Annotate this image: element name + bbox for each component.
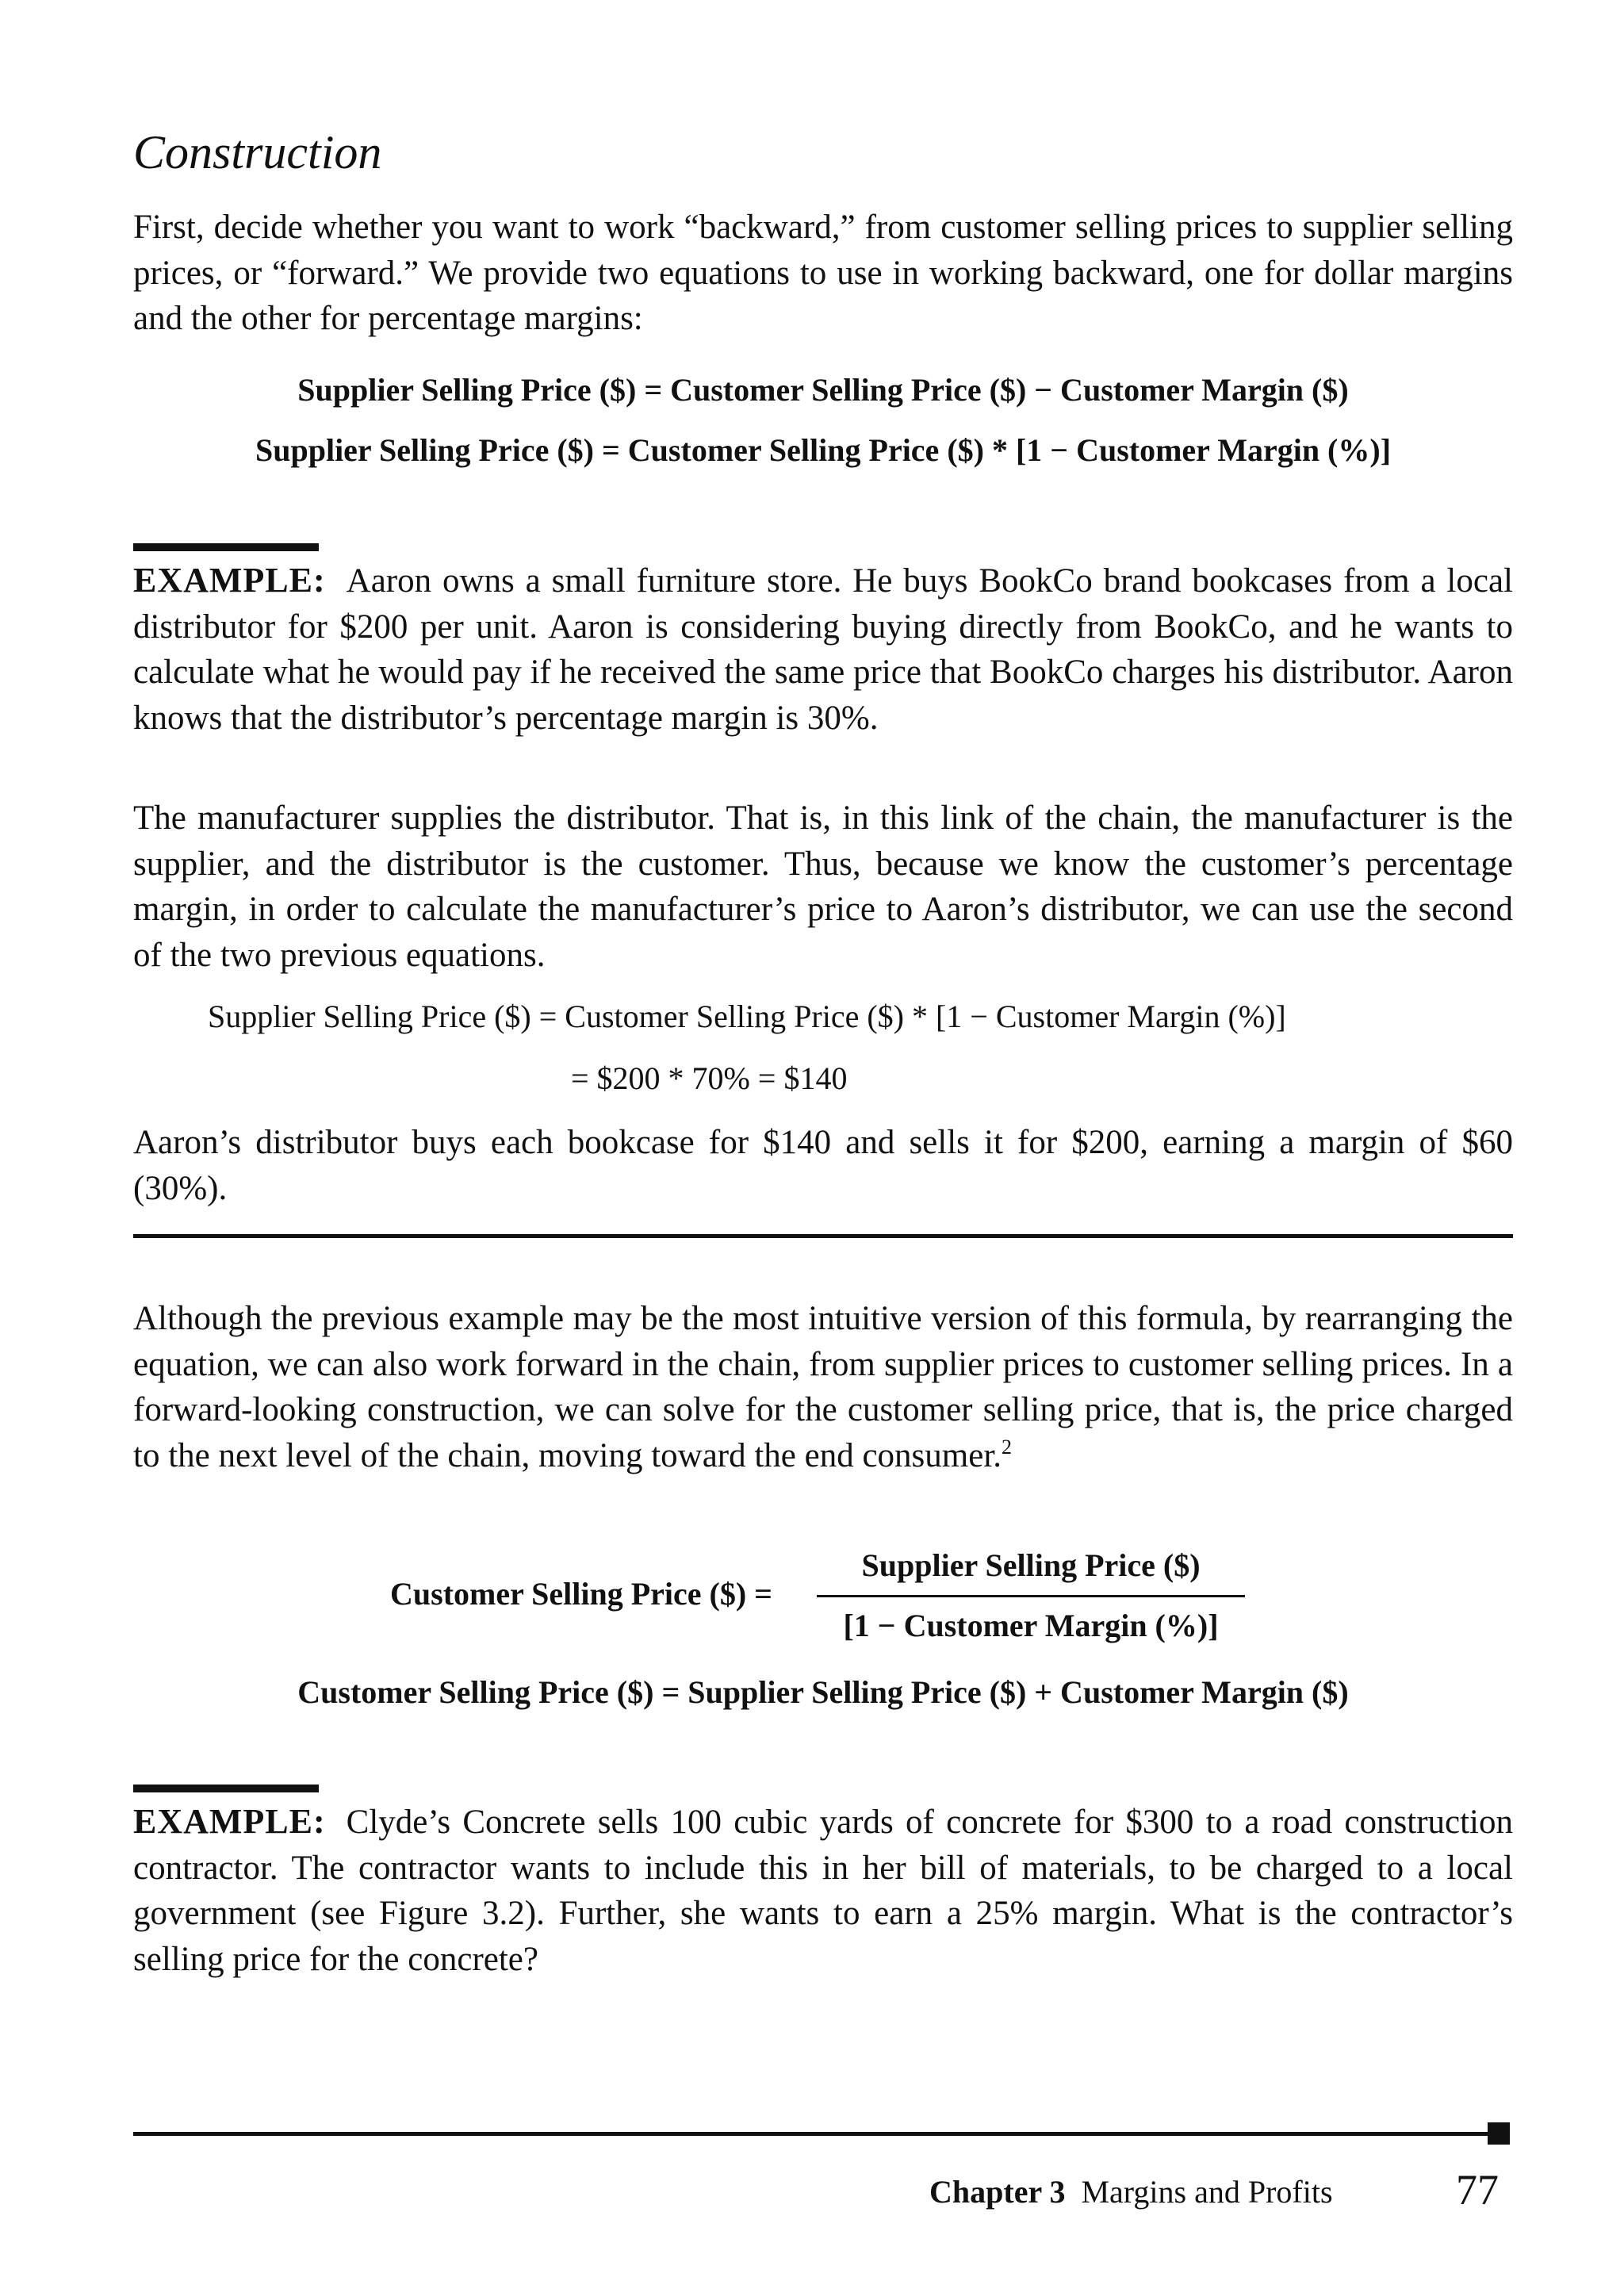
example-1-text: Aaron owns a small furniture store. He buys BookCo brand bookcases from a local distributor for $200 per unit. Aaron is considering buying directly from BookCo, and he wants to calculate what he would pay if he received the same price that BookCo charges his distributor. Aaron knows that the distributor’s percentage margin is 30%.	[133, 562, 1513, 737]
page-number: 77	[1456, 2166, 1499, 2214]
intro-paragraph: First, decide whether you want to work “backward,” from customer selling prices to supplier selling prices, or “forward.” We provide two equations to use in working backward, one for dollar margins and the other for percentage margins:	[133, 209, 1513, 337]
example-1-label: EXAMPLE:	[133, 561, 326, 600]
fraction-equation-left: Customer Selling Price ($) =	[390, 1576, 772, 1612]
forward-text: Although the previous example may be the most intuitive version of this formula, by rearranging the equation, we can also work forward in the chain, from supplier prices to customer selling prices. In a forward-looking construction, we can solve for the customer selling price, that is, the price charged to the next level of the chain, moving toward the end consumer.	[133, 1300, 1513, 1474]
footer-rule	[133, 2132, 1492, 2136]
fraction-bar	[817, 1595, 1245, 1597]
footer-chapter	[929, 2173, 1333, 2210]
example-1-explanation: The manufacturer supplies the distributor. That is, in this link of the chain, the manufacturer is the supplier, and the distributor is the customer. Thus, because we know the customer’s percentage margin, in order to calculate the manufacturer’s price to Aaron’s distributor, we can use the second of the two previous equations.	[133, 799, 1513, 974]
equation-forward-sum: Customer Selling Price ($) = Supplier Selling Price ($) + Customer Margin ($)	[297, 1674, 1349, 1710]
footnote-reference: 2	[1002, 1435, 1013, 1459]
equation-backward-dollar: Supplier Selling Price ($) = Customer Selling Price ($) − Customer Margin ($)	[297, 372, 1349, 408]
section-heading: Construction	[133, 126, 382, 178]
example-2-text: Clyde’s Concrete sells 100 cubic yards of concrete for $300 to a road construction contractor. The contractor wants to include this in her bill of materials, to be charged to a local government (see Figure 3.2). Further, she wants to earn a 25% margin. What is the contractor’s selling price for the concrete?	[133, 1804, 1513, 1978]
example-rule-bottom	[133, 1234, 1513, 1238]
fraction-numerator: Supplier Selling Price ($)	[861, 1547, 1201, 1583]
forward-paragraph	[133, 1296, 1513, 1478]
example-2-paragraph	[133, 1799, 1513, 1982]
footer-square-marker	[1488, 2122, 1510, 2145]
example-1-calculation-line-2: = $200 * 70% = $140	[571, 1060, 848, 1096]
equation-backward-percent: Supplier Selling Price ($) = Customer Selling Price ($) * [1 − Customer Margin (%)]	[255, 432, 1392, 468]
example-2-label: EXAMPLE:	[133, 1802, 326, 1841]
footer-chapter-label: Chapter 3	[929, 2174, 1066, 2210]
fraction-denominator: [1 − Customer Margin (%)]	[843, 1608, 1219, 1643]
example-1-conclusion: Aaron’s distributor buys each bookcase for $140 and sells it for $200, earning a margin of $60 (30%).	[133, 1124, 1513, 1207]
example-1-calculation-line-1: Supplier Selling Price ($) = Customer Selling Price ($) * [1 − Customer Margin (%)]	[208, 999, 1286, 1034]
example-rule-top	[133, 543, 319, 551]
example-1-paragraph	[133, 558, 1513, 741]
footer-chapter-title: Margins and Profits	[1081, 2174, 1333, 2210]
example-2-rule-top	[133, 1785, 319, 1792]
